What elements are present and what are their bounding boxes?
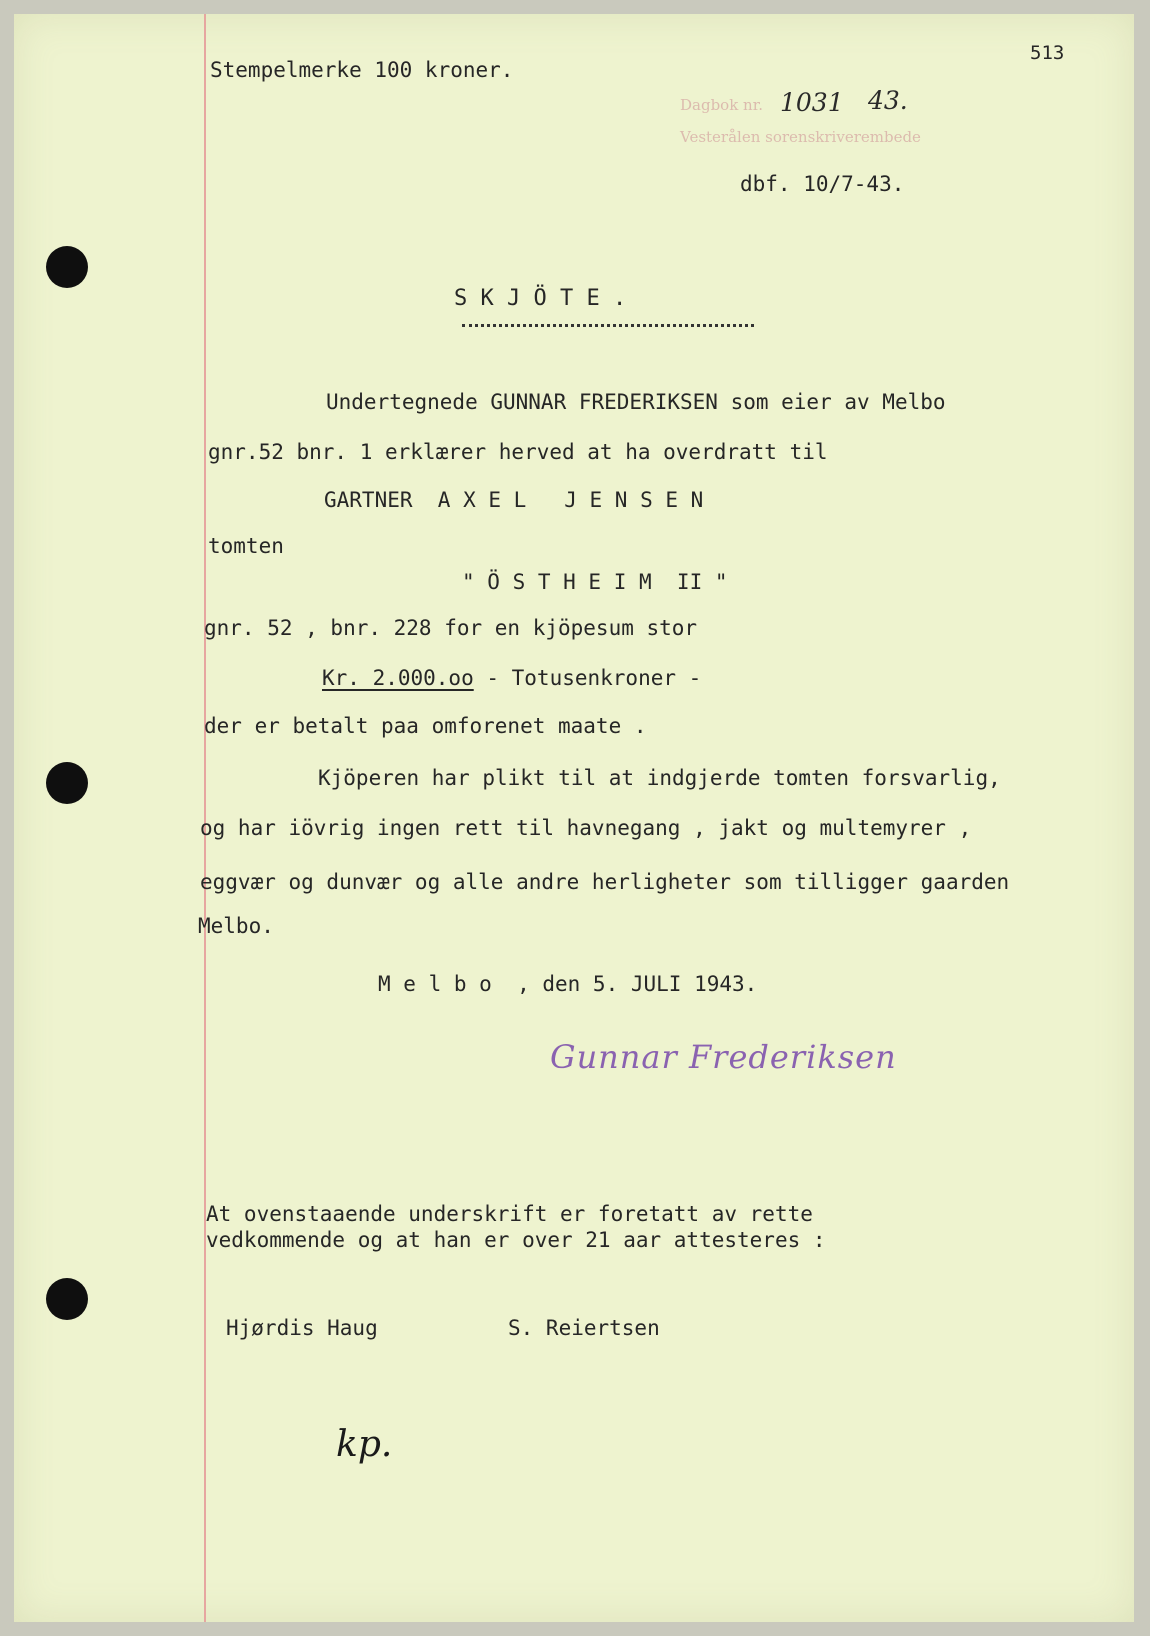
registry-stamp-office: Vesterålen sorenskriverembede	[680, 128, 921, 146]
body-line: Melbo.	[198, 914, 274, 938]
attestation-line: vedkommende og at han er over 21 aar attesteres :	[206, 1228, 826, 1252]
registry-stamp-label: Dagbok nr.	[680, 96, 764, 114]
purchase-amount: Kr. 2.000.oo	[322, 666, 474, 690]
document-page	[14, 14, 1134, 1622]
body-line: der er betalt paa omforenet maate .	[204, 714, 647, 738]
witness-name: Hjørdis Haug	[226, 1316, 378, 1340]
document-title: S K J Ö T E .	[454, 286, 627, 311]
title-underline	[462, 324, 754, 327]
body-line: tomten	[208, 534, 284, 558]
registry-year: 43.	[868, 86, 908, 115]
seller-signature: Gunnar Frederiksen	[550, 1038, 897, 1076]
body-line: og har iövrig ingen rett til havnegang , jakt og multemyrer ,	[200, 816, 972, 840]
clerk-initials: kp.	[336, 1424, 393, 1465]
registry-number: 1031	[780, 88, 844, 117]
body-line: Undertegnede GUNNAR FREDERIKSEN som eier av Melbo	[326, 390, 946, 414]
body-line: Kjöperen har plikt til at indgjerde tomten forsvarlig,	[318, 766, 1001, 790]
purchase-amount-line	[322, 666, 701, 690]
witness-name: S. Reiertsen	[508, 1316, 660, 1340]
stamp-duty-note: Stempelmerke 100 kroner.	[210, 58, 514, 82]
dbf-date: dbf. 10/7-43.	[740, 172, 905, 196]
property-name: " Ö S T H E I M II "	[462, 570, 728, 594]
attestation-line: At ovenstaaende underskrift er foretatt av rette	[206, 1202, 813, 1226]
body-line: gnr.52 bnr. 1 erklærer herved at ha overdratt til	[208, 440, 828, 464]
buyer-name: GARTNER A X E L J E N S E N	[324, 488, 704, 512]
body-line: gnr. 52 , bnr. 228 for en kjöpesum stor	[204, 616, 698, 640]
punch-hole	[46, 1278, 88, 1320]
punch-hole	[46, 246, 88, 288]
purchase-amount-words: - Totusenkroner -	[473, 666, 702, 690]
place-date: M e l b o , den 5. JULI 1943.	[378, 972, 758, 996]
punch-hole	[46, 762, 88, 804]
page-number: 513	[1030, 42, 1065, 64]
body-line: eggvær og dunvær og alle andre herligheter som tilligger gaarden	[200, 870, 1010, 894]
